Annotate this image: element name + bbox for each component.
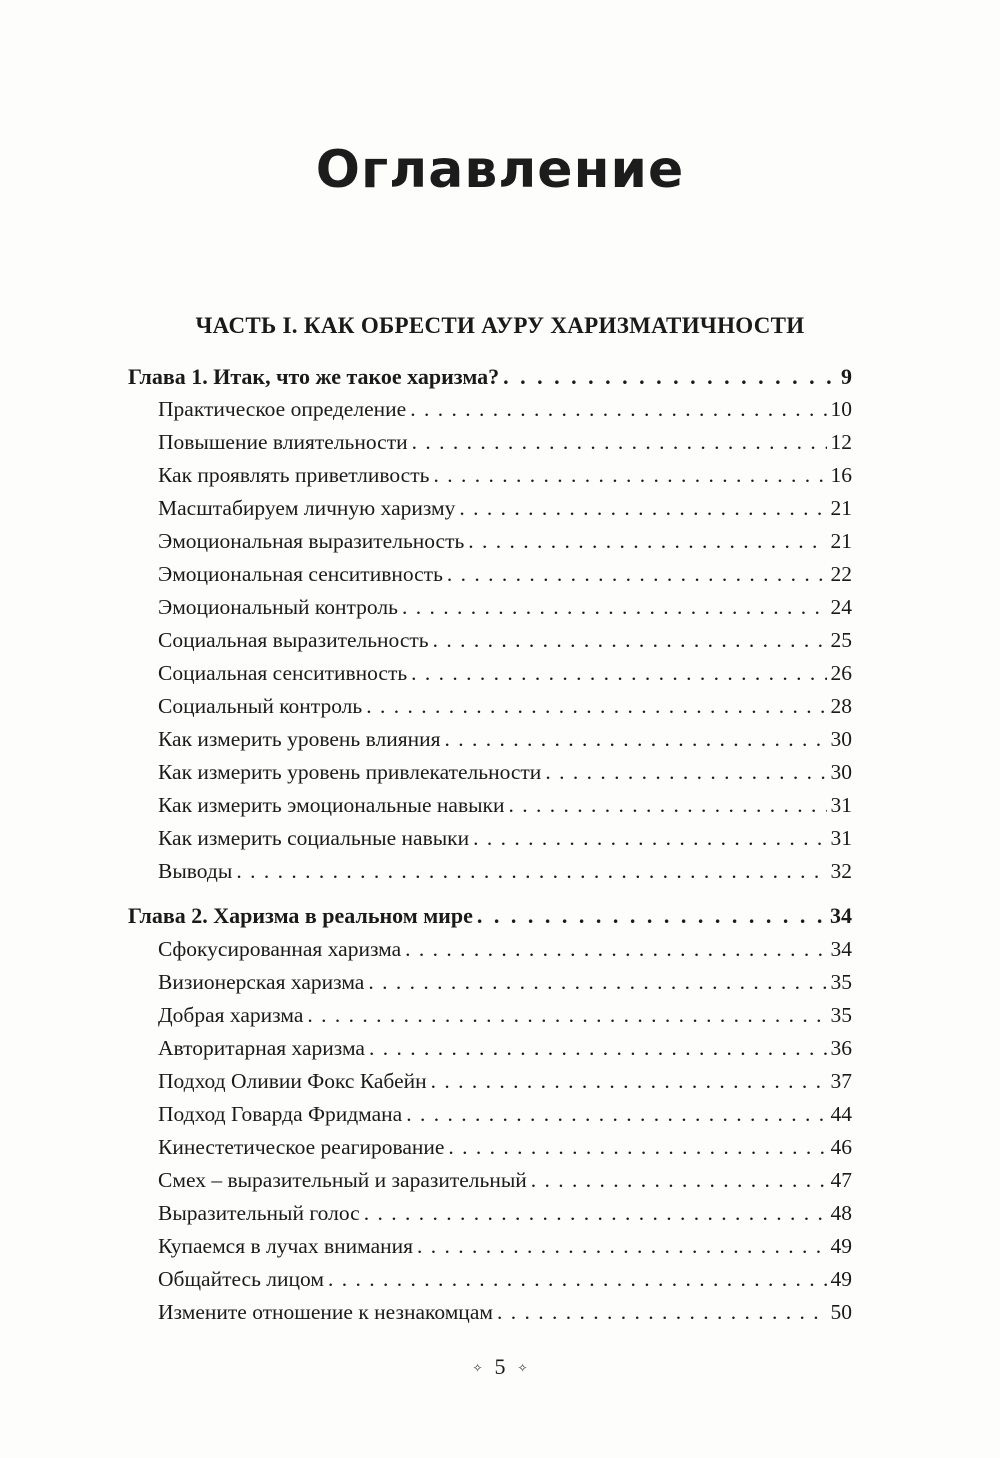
toc-entry-label: Эмоциональная сенситивность bbox=[158, 562, 443, 586]
toc-entry-page: 46 bbox=[830, 1135, 852, 1159]
toc-section-entry[interactable] bbox=[158, 856, 852, 886]
toc-section-entry[interactable] bbox=[158, 1198, 852, 1228]
toc-entry-page: 34 bbox=[830, 937, 852, 961]
dot-leader bbox=[433, 460, 826, 490]
toc-entry-label: Добрая харизма bbox=[158, 1003, 304, 1027]
toc-section-entry[interactable] bbox=[158, 691, 852, 721]
toc-section-entry[interactable] bbox=[158, 757, 852, 787]
toc-entry-label: Сфокусированная харизма bbox=[158, 937, 402, 961]
toc-section-entry[interactable] bbox=[158, 934, 852, 964]
toc-entry-page: 31 bbox=[830, 826, 852, 850]
toc-entry-page: 16 bbox=[830, 463, 852, 487]
toc-section-entry[interactable] bbox=[158, 1000, 852, 1030]
toc-entry-label: Как измерить эмоциональные навыки bbox=[158, 793, 505, 817]
toc-section-entry[interactable] bbox=[158, 592, 852, 622]
toc-section-entry[interactable] bbox=[158, 394, 852, 424]
toc-entry-page: 28 bbox=[830, 694, 852, 718]
toc-entry-page: 37 bbox=[830, 1069, 852, 1093]
toc-section-entry[interactable] bbox=[158, 658, 852, 688]
dot-leader bbox=[412, 427, 827, 457]
toc-entry-label: Выразительный голос bbox=[158, 1201, 360, 1225]
toc-entry-label: Повышение влиятельности bbox=[158, 430, 408, 454]
toc-entry-label: Как измерить уровень привлекательности bbox=[158, 760, 542, 784]
toc-entry-page: 35 bbox=[830, 1003, 852, 1027]
toc-entry-page: 44 bbox=[830, 1102, 852, 1126]
dot-leader bbox=[509, 790, 827, 820]
dot-leader bbox=[531, 1165, 827, 1195]
dot-leader bbox=[307, 1000, 826, 1030]
toc-entry-page: 24 bbox=[830, 595, 852, 619]
dot-leader bbox=[448, 1132, 826, 1162]
toc-entry-page: 31 bbox=[830, 793, 852, 817]
toc-entry-label: Общайтесь лицом bbox=[158, 1267, 324, 1291]
toc-entry-label: Эмоциональный контроль bbox=[158, 595, 398, 619]
dot-leader bbox=[477, 901, 826, 931]
toc-section-entry[interactable] bbox=[158, 1297, 852, 1327]
toc-entry-page: 22 bbox=[830, 562, 852, 586]
dot-leader bbox=[497, 1297, 827, 1327]
toc-entry-label: Глава 1. Итак, что же такое харизма? bbox=[128, 364, 500, 389]
toc-section-entry[interactable] bbox=[158, 493, 852, 523]
dot-leader bbox=[468, 526, 826, 556]
toc-section-entry[interactable] bbox=[158, 460, 852, 490]
diamond-ornament-icon: ✧ bbox=[517, 1361, 528, 1376]
dot-leader bbox=[545, 757, 826, 787]
toc-section-entry[interactable] bbox=[158, 625, 852, 655]
dot-leader bbox=[328, 1264, 827, 1294]
toc-section-entry[interactable] bbox=[158, 1264, 852, 1294]
toc-entry-page: 21 bbox=[830, 529, 852, 553]
dot-leader bbox=[369, 1033, 827, 1063]
dot-leader bbox=[431, 1066, 827, 1096]
toc-entry-label: Социальная выразительность bbox=[158, 628, 429, 652]
toc-entry-label: Глава 2. Харизма в реальном мире bbox=[128, 903, 473, 928]
dot-leader bbox=[406, 1099, 826, 1129]
toc-entry-page: 36 bbox=[830, 1036, 852, 1060]
dot-leader bbox=[433, 625, 827, 655]
toc-section-entry[interactable] bbox=[158, 724, 852, 754]
toc-section-entry[interactable] bbox=[158, 1033, 852, 1063]
toc-entry-label: Визионерская харизма bbox=[158, 970, 365, 994]
toc-chapter-entry[interactable] bbox=[128, 362, 852, 392]
dot-leader bbox=[417, 1231, 826, 1261]
toc-section-entry[interactable] bbox=[158, 427, 852, 457]
toc-entry-page: 49 bbox=[830, 1267, 852, 1291]
dot-leader bbox=[473, 823, 826, 853]
dot-leader bbox=[402, 592, 827, 622]
toc-section-entry[interactable] bbox=[158, 790, 852, 820]
toc-entry-label: Как проявлять приветливость bbox=[158, 463, 430, 487]
toc-entry-page: 25 bbox=[830, 628, 852, 652]
dot-leader bbox=[445, 724, 827, 754]
dot-leader bbox=[503, 362, 837, 392]
toc-entry-label: Эмоциональная выразительность bbox=[158, 529, 465, 553]
toc-entry-label: Смех – выразительный и заразительный bbox=[158, 1168, 527, 1192]
toc-entry-page: 35 bbox=[830, 970, 852, 994]
toc-section-entry[interactable] bbox=[158, 1165, 852, 1195]
toc-section-entry[interactable] bbox=[158, 1132, 852, 1162]
toc-entry-page: 32 bbox=[830, 859, 852, 883]
toc-entry-page: 9 bbox=[841, 364, 852, 389]
dot-leader bbox=[366, 691, 826, 721]
toc-entry-page: 49 bbox=[830, 1234, 852, 1258]
toc-section-entry[interactable] bbox=[158, 1231, 852, 1261]
dot-leader bbox=[447, 559, 827, 589]
toc-section-entry[interactable] bbox=[158, 1099, 852, 1129]
toc-entry-label: Измените отношение к незнакомцам bbox=[158, 1300, 493, 1324]
dot-leader bbox=[236, 856, 826, 886]
toc-entry-page: 12 bbox=[830, 430, 852, 454]
toc-entry-label: Подход Оливии Фокс Кабейн bbox=[158, 1069, 427, 1093]
toc-section-entry[interactable] bbox=[158, 526, 852, 556]
toc-chapter-entry[interactable] bbox=[128, 901, 852, 931]
toc-entry-page: 21 bbox=[830, 496, 852, 520]
toc-entry-label: Социальный контроль bbox=[158, 694, 363, 718]
dot-leader bbox=[368, 967, 826, 997]
toc-entry-label: Выводы bbox=[158, 859, 233, 883]
dot-leader bbox=[405, 934, 826, 964]
toc-entry-label: Социальная сенситивность bbox=[158, 661, 408, 685]
page-footer bbox=[0, 1354, 1000, 1380]
toc-entry-page: 10 bbox=[830, 397, 852, 421]
toc-entry-page: 30 bbox=[830, 760, 852, 784]
toc-entry-label: Масштабируем личную харизму bbox=[158, 496, 456, 520]
toc-entry-label: Как измерить социальные навыки bbox=[158, 826, 470, 850]
toc-entry-page: 50 bbox=[830, 1300, 852, 1324]
dot-leader bbox=[411, 658, 826, 688]
toc-entry-page: 47 bbox=[830, 1168, 852, 1192]
toc-section-entry[interactable] bbox=[158, 967, 852, 997]
dot-leader bbox=[410, 394, 826, 424]
page-number: 5 bbox=[494, 1354, 506, 1379]
toc-section-entry[interactable] bbox=[158, 1066, 852, 1096]
toc-entry-page: 30 bbox=[830, 727, 852, 751]
toc-entry-label: Подход Говарда Фридмана bbox=[158, 1102, 403, 1126]
toc-entry-label: Купаемся в лучах внимания bbox=[158, 1234, 414, 1258]
toc-entry-label: Авторитарная харизма bbox=[158, 1036, 365, 1060]
toc-section-entry[interactable] bbox=[158, 823, 852, 853]
toc-entry-page: 34 bbox=[830, 903, 852, 928]
toc-entry-page: 48 bbox=[830, 1201, 852, 1225]
toc-entry-label: Практическое определение bbox=[158, 397, 407, 421]
dot-leader bbox=[459, 493, 826, 523]
toc-entry-page: 26 bbox=[830, 661, 852, 685]
toc-section-entry[interactable] bbox=[158, 559, 852, 589]
dot-leader bbox=[364, 1198, 827, 1228]
diamond-ornament-icon: ✧ bbox=[472, 1361, 483, 1376]
page-title: Оглавление bbox=[315, 140, 685, 200]
toc-entry-label: Кинестетическое реагирование bbox=[158, 1135, 445, 1159]
part-title: ЧАСТЬ I. КАК ОБРЕСТИ АУРУ ХАРИЗМАТИЧНОСТИ bbox=[195, 313, 805, 338]
toc-entry-label: Как измерить уровень влияния bbox=[158, 727, 441, 751]
